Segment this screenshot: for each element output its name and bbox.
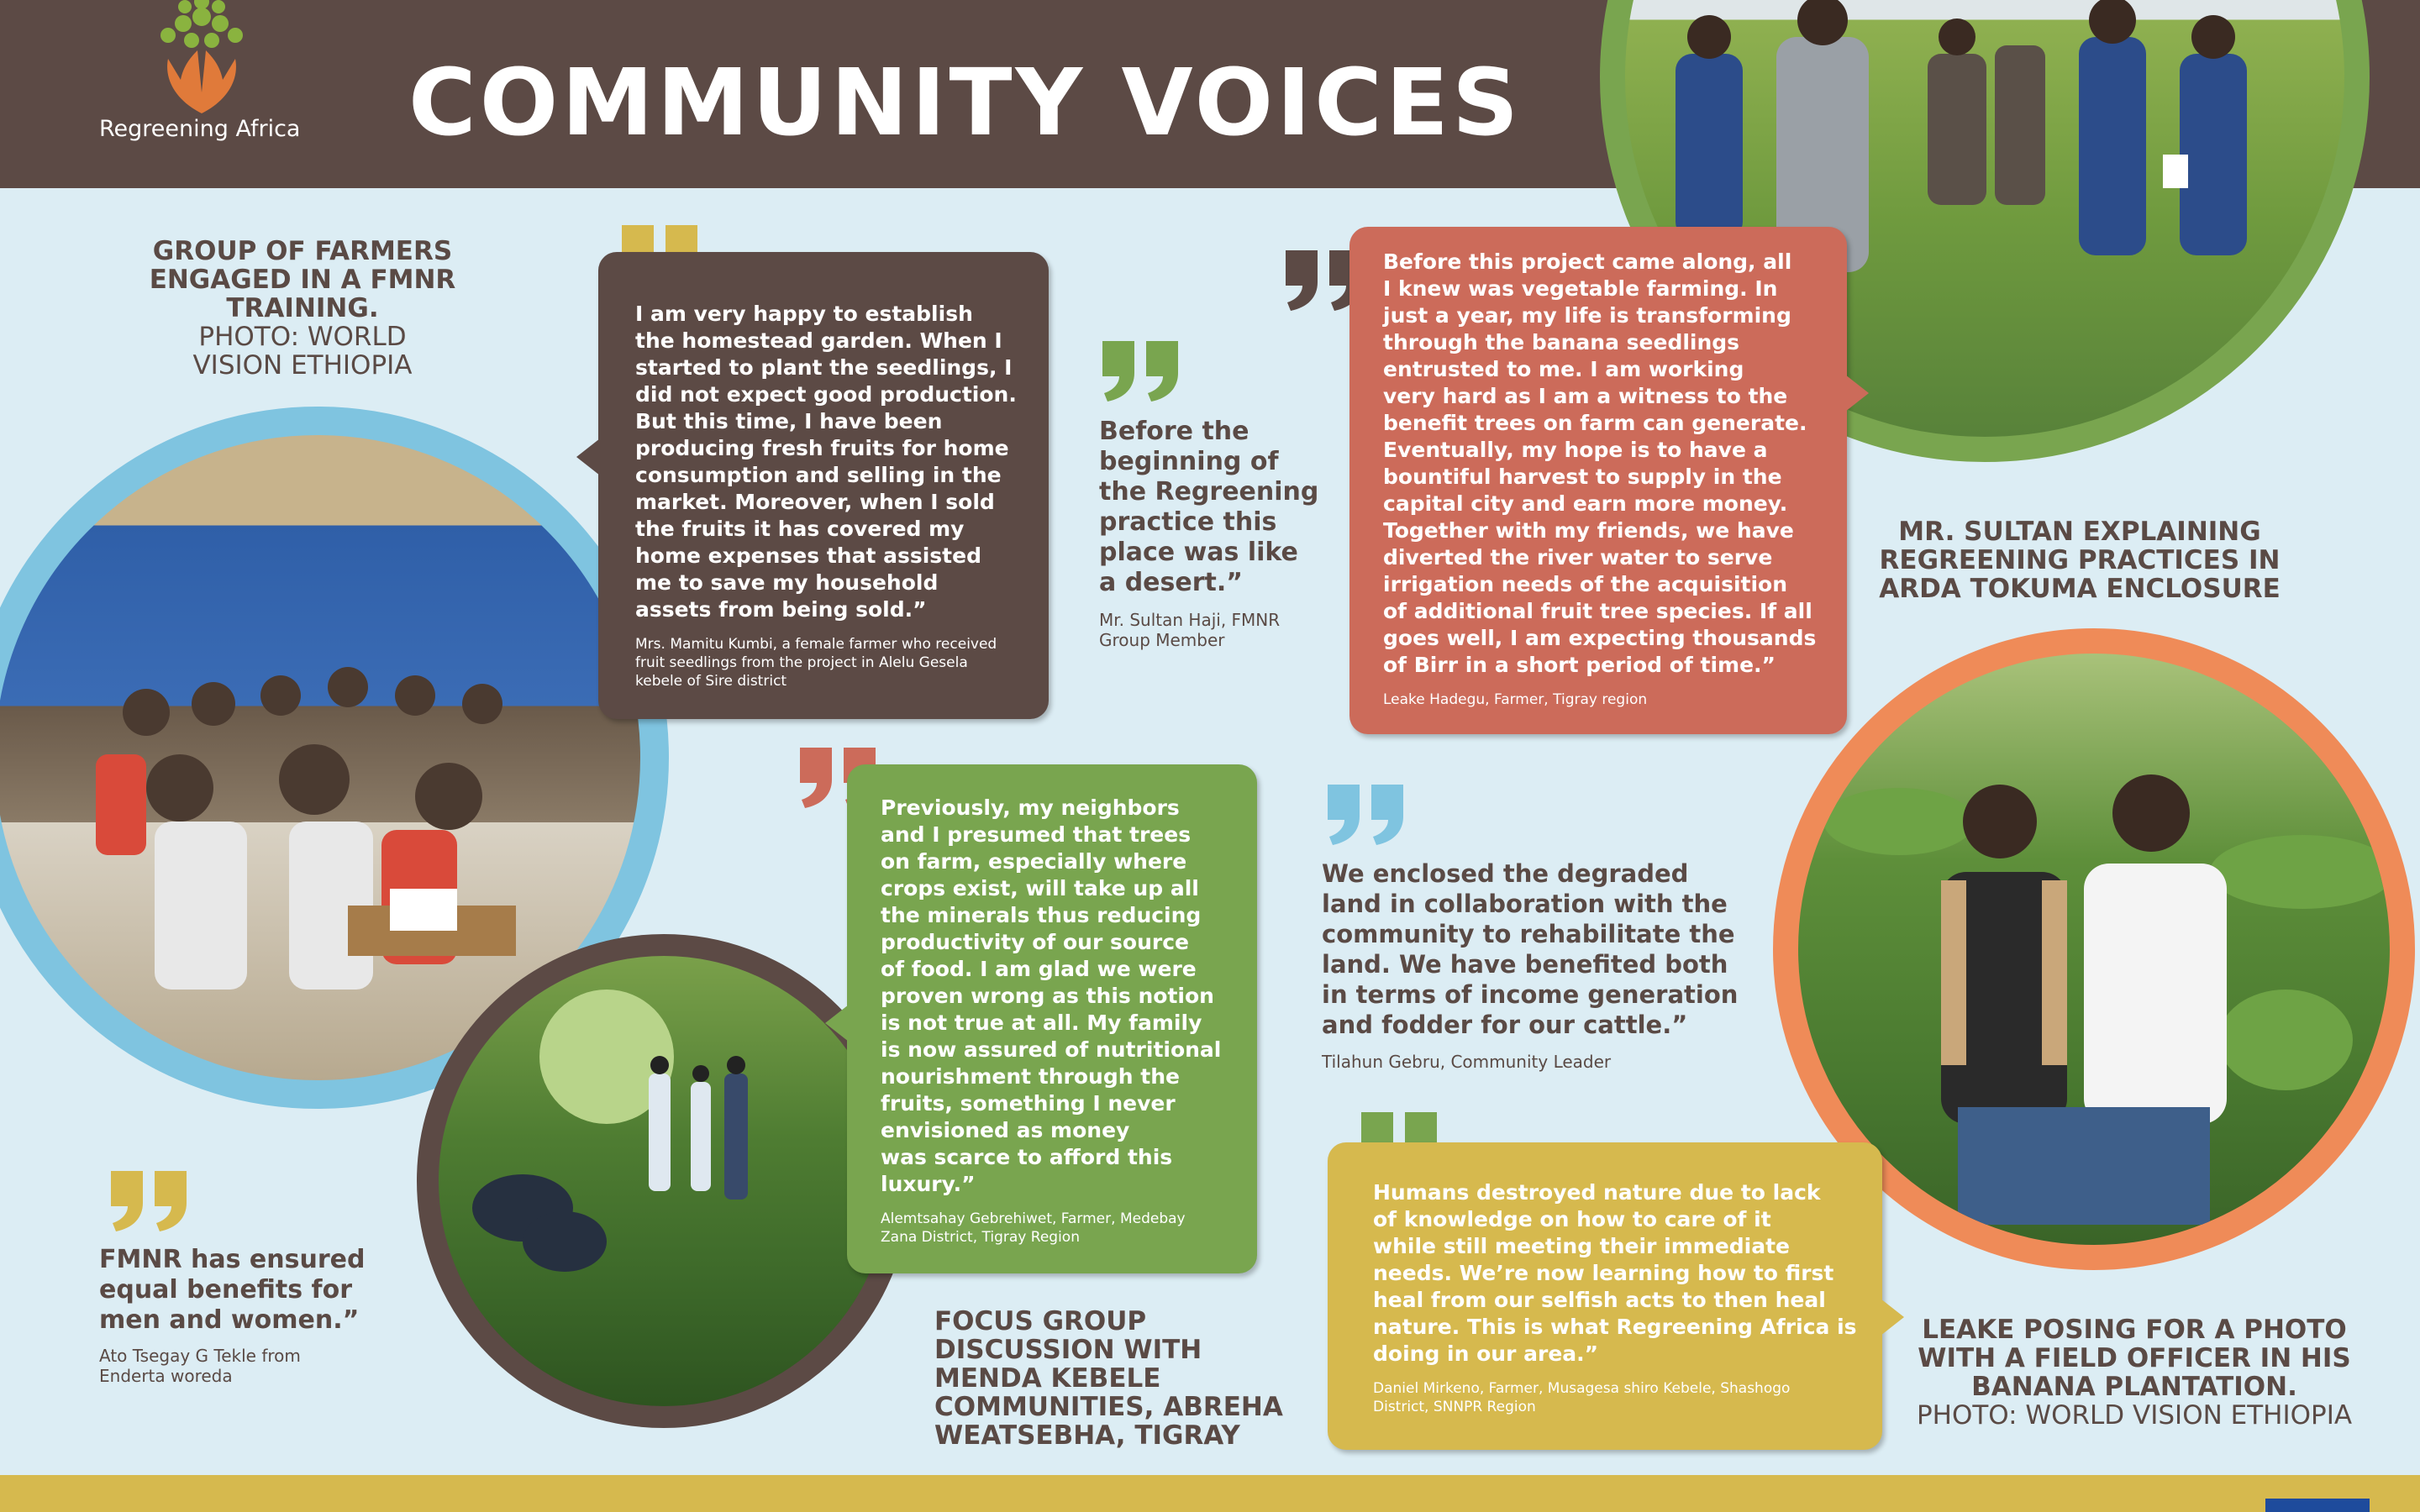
quote-text-daniel: Humans destroyed nature due to lack of knowledge on how to care of it while still meeting their immediate needs. We’re now learning how to first heal from our selfish acts to then heal nature. This is what Regreening Africa is doing in our area.” [1373,1180,1857,1366]
quote-text-sultan: Before the beginning of the Regreening practice this place was like a desert.” [1099,417,1319,597]
caption-sultan-bold: MR. SULTAN EXPLAINING REGREENING PRACTICES IN ARDA TOKUMA ENCLOSURE [1879,517,2281,604]
quote-block-sultan [1099,417,1343,650]
quote-attribution-leake: Leake Hadegu, Farmer, Tigray region [1383,691,1648,708]
quote-text-mamitu: I am very happy to establish the homestead garden. When I started to plant the seedlings, I did not expect good production. But this time, I have been producing fresh fruits for home consumption and selling in the market. Moreover, when I sold the fruits it has covered my home expenses that assisted me to save my household assets from being sold.” [635,302,1017,622]
caption-focus [934,1307,1287,1450]
quote-mark-icon [1096,336,1188,403]
quote-text-leake: Before this project came along, all I knew was vegetable farming. In just a year, my life is transforming through the banana seedlings entrusted to me. I am working very hard as I am a witness to the benefit trees on farm can generate. Eventually, my hope is to have a bountiful harvest to supply in the capital city and earn more money. Together with my friends, we have diverted the river water to serve irrigation needs of the acquisition of additional fruit tree species. If all goes well, I am expecting thousands of Birr in a short period of time.” [1383,249,1817,677]
footer-band [0,1475,2420,1512]
quote-bubble-alemtsahay [847,764,1257,1273]
quote-bubble-leake [1349,227,1847,734]
eu-flag-icon [2265,1499,2370,1512]
focus-group-illustration [439,956,889,1406]
quote-text-alemtsahay: Previously, my neighbors and I presumed that trees on farm, especially where crops exist, will take up all the minerals thus reducing productivity of our source of food. I am glad we were proven wrong as this notion is not true at all. My family is now assured of nutritional nourishment through the fruits, something I never envisioned as money was scarce to afford this luxury.” [881,795,1222,1196]
leake-illustration [1798,654,2390,1245]
quote-mark-icon [104,1166,197,1233]
caption-sultan [1849,517,2311,603]
quote-attribution-tsegay: Ato Tsegay G Tekle from Enderta woreda [99,1346,301,1386]
quote-text-tsegay: FMNR has ensured equal benefits for men and women.” [99,1245,366,1335]
caption-training-bold: GROUP OF FARMERS ENGAGED IN A FMNR TRAINING. [149,236,456,323]
quote-mark-icon [1321,780,1413,847]
quote-block-tilahun [1322,858,1776,1072]
page-title: COMMUNITY VOICES [408,49,1523,156]
caption-training-photo: PHOTO: WORLD VISION ETHIOPIA [192,322,413,381]
quote-attribution-mamitu: Mrs. Mamitu Kumbi, a female farmer who received fruit seedlings from the project in Alelu Gesela kebele of Sire district [635,636,997,690]
quote-bubble-mamitu [598,252,1049,719]
quote-bubble-daniel [1328,1142,1882,1450]
caption-focus-bold: FOCUS GROUP DISCUSSION WITH MENDA KEBELE COMMUNITIES, ABREHA WEATSEBHA, TIGRAY [934,1306,1283,1451]
caption-training [126,237,479,380]
logo-text: Regreening Africa [99,116,301,142]
quote-attribution-daniel: Daniel Mirkeno, Farmer, Musagesa shiro Kebele, Shashogo District, SNNPR Region [1373,1380,1791,1415]
quote-attribution-tilahun: Tilahun Gebru, Community Leader [1322,1052,1612,1072]
quote-attribution-alemtsahay: Alemtsahay Gebrehiwet, Farmer, Medebay Zana District, Tigray Region [881,1210,1186,1246]
quote-block-tsegay [99,1245,402,1386]
quote-text-tilahun: We enclosed the degraded land in collaboration with the community to rehabilitate the land. We have benefited both in terms of income generation and fodder for our cattle.” [1322,859,1739,1039]
quote-attribution-sultan: Mr. Sultan Haji, FMNR Group Member [1099,610,1281,650]
caption-leake [1899,1315,2370,1430]
caption-leake-bold: LEAKE POSING FOR A PHOTO WITH A FIELD OFFICER IN HIS BANANA PLANTATION. [1918,1315,2351,1402]
caption-leake-photo: PHOTO: WORLD VISION ETHIOPIA [1916,1400,2353,1431]
